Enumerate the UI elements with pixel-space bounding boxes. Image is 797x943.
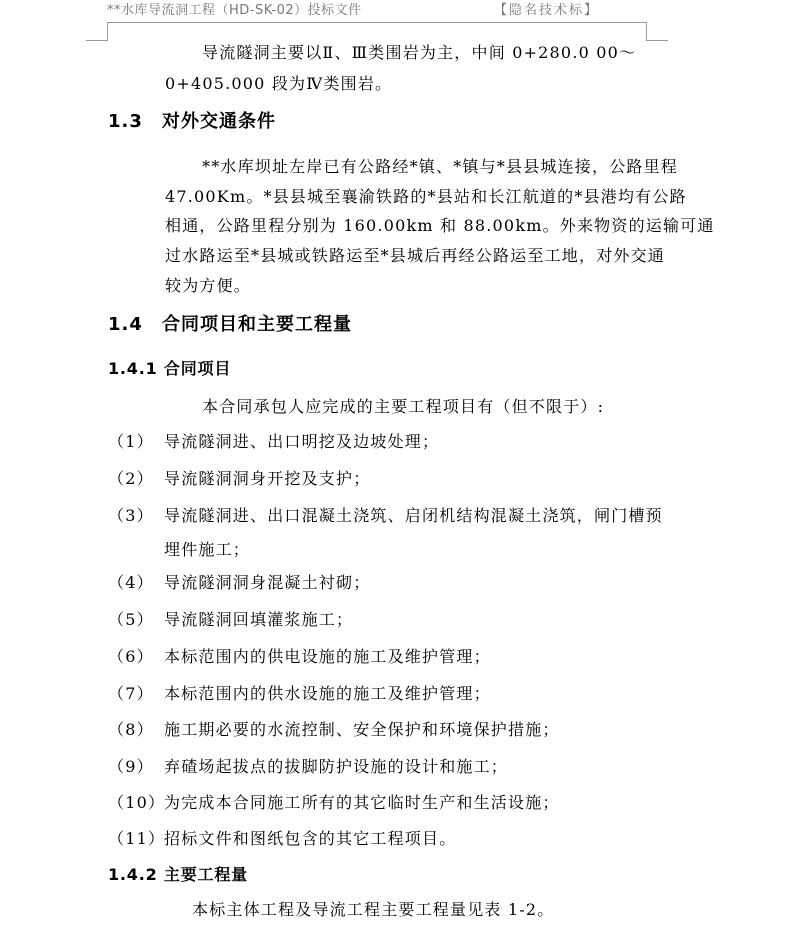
sec13-line-4: 过水路运至*县城或铁路运至*县城后再经公路运至工地，对外交通 (165, 246, 666, 265)
sec13-line-3: 相通，公路里程分别为 160.00km 和 88.00km。外来物资的运输可通 (165, 216, 715, 235)
section-1-3-heading (108, 111, 276, 133)
section-1-4-number: 1.4 (108, 314, 143, 335)
list-item-text: 导流隧洞洞身混凝土衬砌； (164, 573, 371, 592)
section-1-4-1-heading: 1.4.1 合同项目 (108, 359, 232, 378)
crop-mark-right-v (646, 22, 647, 41)
list-item-text: 本标范围内的供电设施的施工及维护管理； (164, 647, 491, 666)
list-item-marker: （7） (108, 684, 154, 703)
list-item-marker: （1） (108, 432, 154, 451)
list-item-marker: （3） (108, 506, 154, 525)
page-header (107, 0, 647, 23)
list-item-marker: （2） (108, 469, 154, 488)
section-1-3-title: 对外交通条件 (162, 111, 276, 132)
crop-mark-left-h (86, 40, 108, 41)
list-item-marker: （11） (108, 829, 166, 848)
list-item-marker: （10） (108, 793, 166, 812)
list-item-text: 导流隧洞进、出口混凝土浇筑、启闭机结构混凝土浇筑，闸门槽预 (164, 506, 663, 525)
list-item-text: 导流隧洞回填灌浆施工； (164, 610, 354, 629)
sec13-line-2: 47.00Km。*县县城至襄渝铁路的*县站和长江航道的*县港均有公路 (165, 187, 687, 206)
list-item-text: 为完成本合同施工所有的其它临时生产和生活设施； (164, 793, 560, 812)
header-bid-type: 【隐名技术标】 (493, 3, 599, 18)
crop-mark-left-v (107, 22, 108, 41)
header-document-title: **水库导流洞工程（HD-SK-02）投标文件 (107, 3, 362, 18)
intro-line-2: 0+405.000 段为Ⅳ类围岩。 (165, 74, 393, 93)
list-item-text: 招标文件和图纸包含的其它工程项目。 (164, 829, 457, 848)
sec142-text: 本标主体工程及导流工程主要工程量见表 1-2。 (192, 900, 555, 919)
list-item-text: 导流隧洞洞身开挖及支护； (164, 469, 371, 488)
list-item-marker: （4） (108, 573, 154, 592)
list-item-text: 弃碴场起拔点的拔脚防护设施的设计和施工； (164, 757, 509, 776)
list-item-marker: （6） (108, 647, 154, 666)
list-item-marker: （8） (108, 720, 154, 739)
section-1-3-number: 1.3 (108, 111, 143, 132)
list-item-text: 本标范围内的供水设施的施工及维护管理； (164, 684, 491, 703)
sec13-line-1: **水库坝址左岸已有公路经*镇、*镇与*县县城连接，公路里程 (202, 157, 679, 176)
list-item-text: 施工期必要的水流控制、安全保护和环境保护措施； (164, 720, 560, 739)
intro-line-1: 导流隧洞主要以Ⅱ、Ⅲ类围岩为主，中间 0+280.0 00～ (202, 43, 637, 62)
sec141-intro: 本合同承包人应完成的主要工程项目有（但不限于）: (202, 397, 605, 416)
list-item-text-continued: 埋件施工； (164, 540, 251, 559)
section-1-4-2-heading: 1.4.2 主要工程量 (108, 865, 248, 884)
section-1-4-title: 合同项目和主要工程量 (162, 314, 352, 335)
sec13-line-5: 较为方便。 (165, 276, 252, 295)
list-item-marker: （9） (108, 757, 154, 776)
list-item-text: 导流隧洞进、出口明挖及边坡处理； (164, 432, 440, 451)
list-item-marker: （5） (108, 610, 154, 629)
crop-mark-right-h (646, 40, 668, 41)
section-1-4-heading (108, 314, 352, 336)
